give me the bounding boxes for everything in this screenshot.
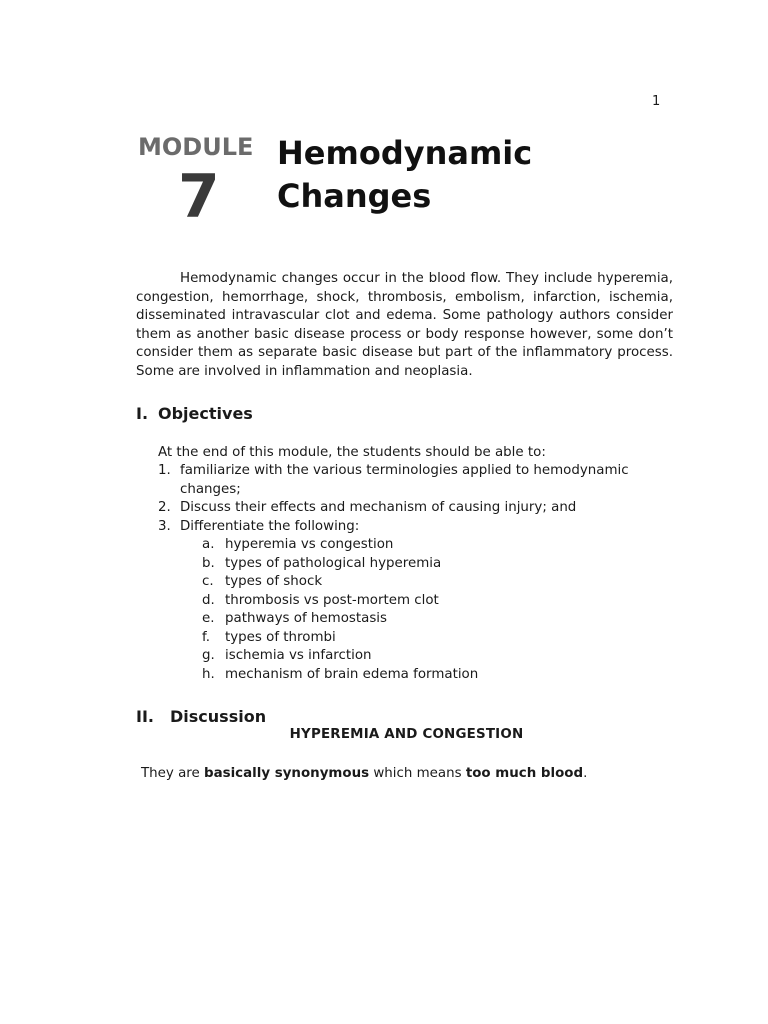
sub-list-text: pathways of hemostasis (225, 611, 387, 626)
page-title (277, 132, 532, 218)
sub-list-text: hyperemia vs congestion (225, 537, 394, 552)
discussion-heading (136, 707, 266, 726)
sub-list-item (202, 573, 658, 592)
sub-list-text: mechanism of brain edema formation (225, 666, 479, 682)
discussion-heading-number: II. (136, 707, 154, 726)
module-number: 7 (178, 162, 220, 232)
sub-list-text: types of thrombi (225, 629, 336, 645)
definition-text-3: . (583, 766, 588, 781)
sub-list-item (202, 536, 658, 555)
objectives-intro: At the end of this module, the students should be able to: (158, 445, 546, 460)
objectives-heading-text: Objectives (158, 404, 253, 423)
title-line-2: Changes (277, 177, 432, 215)
sub-list-text: types of shock (225, 574, 323, 589)
list-item-text: Differentiate the following: (180, 518, 360, 534)
list-marker: 1. (158, 463, 171, 478)
sub-list-marker: d. (202, 592, 215, 608)
sub-list-marker: f. (202, 629, 210, 645)
list-item (158, 518, 658, 685)
list-item (158, 499, 658, 518)
objectives-heading (136, 404, 253, 423)
title-line-1: Hemodynamic (277, 134, 533, 172)
differentiate-sublist (180, 536, 658, 684)
objectives-heading-number: I. (136, 404, 149, 423)
sub-list-marker: c. (202, 574, 214, 589)
sub-list-marker: h. (202, 666, 215, 682)
list-marker: 3. (158, 518, 171, 534)
intro-paragraph (136, 270, 673, 381)
sub-list-text: ischemia vs infarction (225, 648, 372, 663)
sub-list-item (202, 592, 658, 611)
definition-text-1: They are (141, 766, 204, 781)
sub-list-marker: e. (202, 611, 215, 626)
list-marker: 2. (158, 500, 171, 515)
module-label: MODULE (138, 133, 254, 161)
section-subheading: HYPEREMIA AND CONGESTION (289, 727, 524, 742)
module-badge (138, 132, 254, 232)
sub-list-item (202, 647, 658, 666)
definition-bold-1: basically synonymous (204, 766, 370, 781)
sub-list-item (202, 666, 658, 685)
discussion-heading-text: Discussion (170, 707, 267, 726)
list-item-text: Discuss their effects and mechanism of causing injury; and (180, 500, 577, 515)
intro-text: Hemodynamic changes occur in the blood flow. They include hyperemia, congestion, hemorrhage, shock, thrombosis, embolism, infarction, ischemia, disseminated intravascular clot and edema. Some pathology authors consider them as another basic disease process or body response however, some don’t consider them as separate basic disease but part of the inflammatory process. Some are involved in inflammation and neoplasia. (136, 271, 673, 379)
definition-bold-2: too much blood (465, 766, 584, 781)
list-item-text: familiarize with the various terminologies applied to hemodynamic changes; (180, 463, 629, 497)
sub-list-item (202, 629, 658, 648)
sub-list-text: types of pathological hyperemia (225, 555, 442, 571)
sub-list-marker: g. (202, 648, 215, 663)
sub-list-text: thrombosis vs post-mortem clot (225, 592, 439, 608)
definition-text-2: which means (369, 766, 466, 781)
sub-list-marker: b. (202, 555, 215, 571)
definition-sentence (141, 765, 587, 784)
sub-list-item (202, 610, 658, 629)
objectives-list (158, 462, 658, 684)
sub-list-item (202, 555, 658, 574)
sub-list-marker: a. (202, 537, 215, 552)
page-number: 1 (652, 94, 661, 109)
list-item (158, 462, 658, 499)
